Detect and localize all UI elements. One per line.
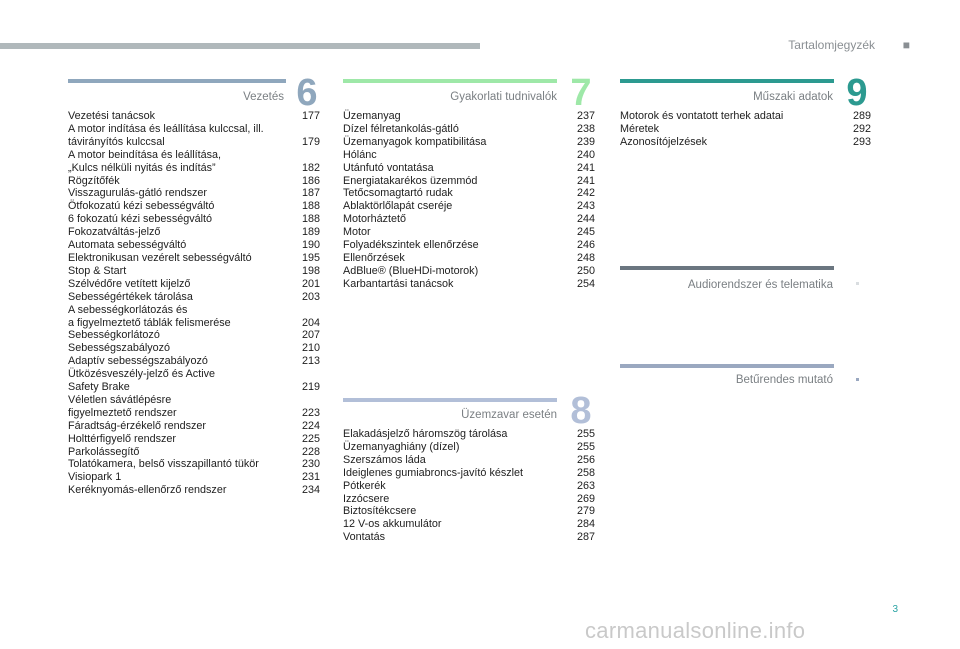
page-number: 3 [892,604,898,615]
index-section-marker-icon [856,378,859,381]
section-7-bar [343,79,557,83]
page-title: Tartalomjegyzék [788,38,875,52]
toc-entry[interactable]: Tetőcsomagtartó rudak 242 [343,187,595,200]
toc-entry[interactable]: Holttérfigyelő rendszer 225 [68,432,320,445]
section-6-title[interactable]: Vezetés [243,91,284,103]
section-8-toc [343,428,595,544]
toc-entry[interactable]: Visszagurulás-gátló rendszer 187 [68,187,320,200]
toc-entry[interactable]: Tolatókamera, belső visszapillantó tükör 230 [68,458,320,471]
toc-entry[interactable]: Stop & Start 198 [68,264,320,277]
toc-entry[interactable]: Elektronikusan vezérelt sebességváltó 195 [68,251,320,264]
toc-entry[interactable]: Sebességkorlátozó 207 [68,329,320,342]
toc-entry[interactable]: Elakadásjelző háromszög tárolása 255 [343,428,595,440]
toc-entry[interactable]: Véletlen sávátlépésre figyelmeztető rendszer 223 [68,393,320,419]
audio-section-title[interactable]: Audiorendszer és telematika [687,279,833,291]
toc-entry[interactable]: Izzócsere 269 [343,492,595,505]
toc-entry[interactable]: A motor beindítása és leállítása, „Kulcs nélküli nyitás és indítás” 182 [68,148,320,174]
toc-entry[interactable]: 6 fokozatú kézi sebességváltó 188 [68,213,320,226]
audio-section-bar [620,266,834,270]
section-7-toc [343,110,595,291]
toc-entry[interactable]: Motorháztető 244 [343,213,595,226]
toc-entry[interactable]: Fáradtság-érzékelő rendszer 224 [68,419,320,432]
toc-entry[interactable]: Méretek 292 [620,122,871,135]
toc-entry[interactable]: Ideiglenes gumiabroncs-javító készlet 258 [343,466,595,479]
toc-entry[interactable]: AdBlue® (BlueHDi-motorok) 250 [343,264,595,277]
toc-entry[interactable]: Energiatakarékos üzemmód 241 [343,174,595,187]
toc-entry[interactable]: Rögzítőfék 186 [68,174,320,187]
toc-entry[interactable]: Sebességértékek tárolása 203 [68,290,320,303]
toc-entry[interactable]: Motorok és vontatott terhek adatai 289 [620,110,871,122]
toc-entry[interactable]: Szélvédőre vetített kijelző 201 [68,277,320,290]
toc-entry[interactable]: Azonosítójelzések 293 [620,135,871,148]
toc-entry[interactable]: Visiopark 1 231 [68,471,320,484]
section-7-title[interactable]: Gyakorlati tudnivalók [450,91,557,103]
section-6-number[interactable]: 6 [296,72,318,114]
toc-entry[interactable]: Vontatás 287 [343,531,595,544]
toc-entry[interactable]: Üzemanyaghiány (dízel) 255 [343,440,595,453]
toc-entry[interactable]: Dízel félretankolás-gátló 238 [343,122,595,135]
toc-entry[interactable]: Üzemanyag 237 [343,110,595,122]
toc-entry[interactable]: Biztosítékcsere 279 [343,505,595,518]
toc-entry[interactable]: Parkolássegítő 228 [68,445,320,458]
toc-entry[interactable]: A motor indítása és leállítása kulccsal, ill. távirányítós kulccsal 179 [68,122,320,148]
toc-entry[interactable]: Ablaktörlőlapát cseréje 243 [343,200,595,213]
toc-entry[interactable]: Karbantartási tanácsok 254 [343,277,595,290]
audio-section-marker-icon [856,282,859,285]
toc-entry[interactable]: Vezetési tanácsok 177 [68,110,320,122]
toc-entry[interactable]: Ütközésveszély-jelző és Active Safety Brake 219 [68,368,320,394]
section-8-title[interactable]: Üzemzavar esetén [461,409,557,421]
toc-entry[interactable]: Keréknyomás-ellenőrző rendszer 234 [68,484,320,497]
section-9-number[interactable]: 9 [846,72,868,114]
toc-entry[interactable]: Hólánc 240 [343,148,595,161]
index-section-title[interactable]: Betűrendes mutató [735,374,833,386]
section-7-number[interactable]: 7 [570,72,592,114]
toc-entry[interactable]: Ötfokozatú kézi sebességváltó 188 [68,200,320,213]
section-8-number[interactable]: 8 [570,390,592,432]
toc-entry[interactable]: A sebességkorlátozás és a figyelmeztető táblák felismerése 204 [68,303,320,329]
toc-entry[interactable]: 12 V-os akkumulátor 284 [343,518,595,531]
toc-entry[interactable]: Automata sebességváltó 190 [68,239,320,252]
section-9-title[interactable]: Műszaki adatok [753,91,833,103]
section-6-toc [68,110,320,497]
toc-entry[interactable]: Szerszámos láda 256 [343,453,595,466]
toc-entry[interactable]: Folyadékszintek ellenőrzése 246 [343,239,595,252]
index-section-bar [620,364,834,368]
section-8-bar [343,398,557,402]
toc-entry[interactable]: Pótkerék 263 [343,479,595,492]
toc-entry[interactable]: Fokozatváltás-jelző 189 [68,226,320,239]
toc-entry[interactable]: Ellenőrzések 248 [343,251,595,264]
section-9-bar [620,79,834,83]
watermark: carmanualsonline.info [585,618,806,643]
toc-entry[interactable]: Üzemanyagok kompatibilitása 239 [343,135,595,148]
section-6-bar [68,79,286,83]
section-9-toc [620,110,871,149]
header-square-icon: ■ [902,38,910,52]
toc-entry[interactable]: Sebességszabályozó 210 [68,342,320,355]
header-bar [0,43,480,49]
toc-entry[interactable]: Adaptív sebességszabályozó 213 [68,355,320,368]
toc-entry[interactable]: Utánfutó vontatása 241 [343,161,595,174]
toc-entry[interactable]: Motor 245 [343,226,595,239]
